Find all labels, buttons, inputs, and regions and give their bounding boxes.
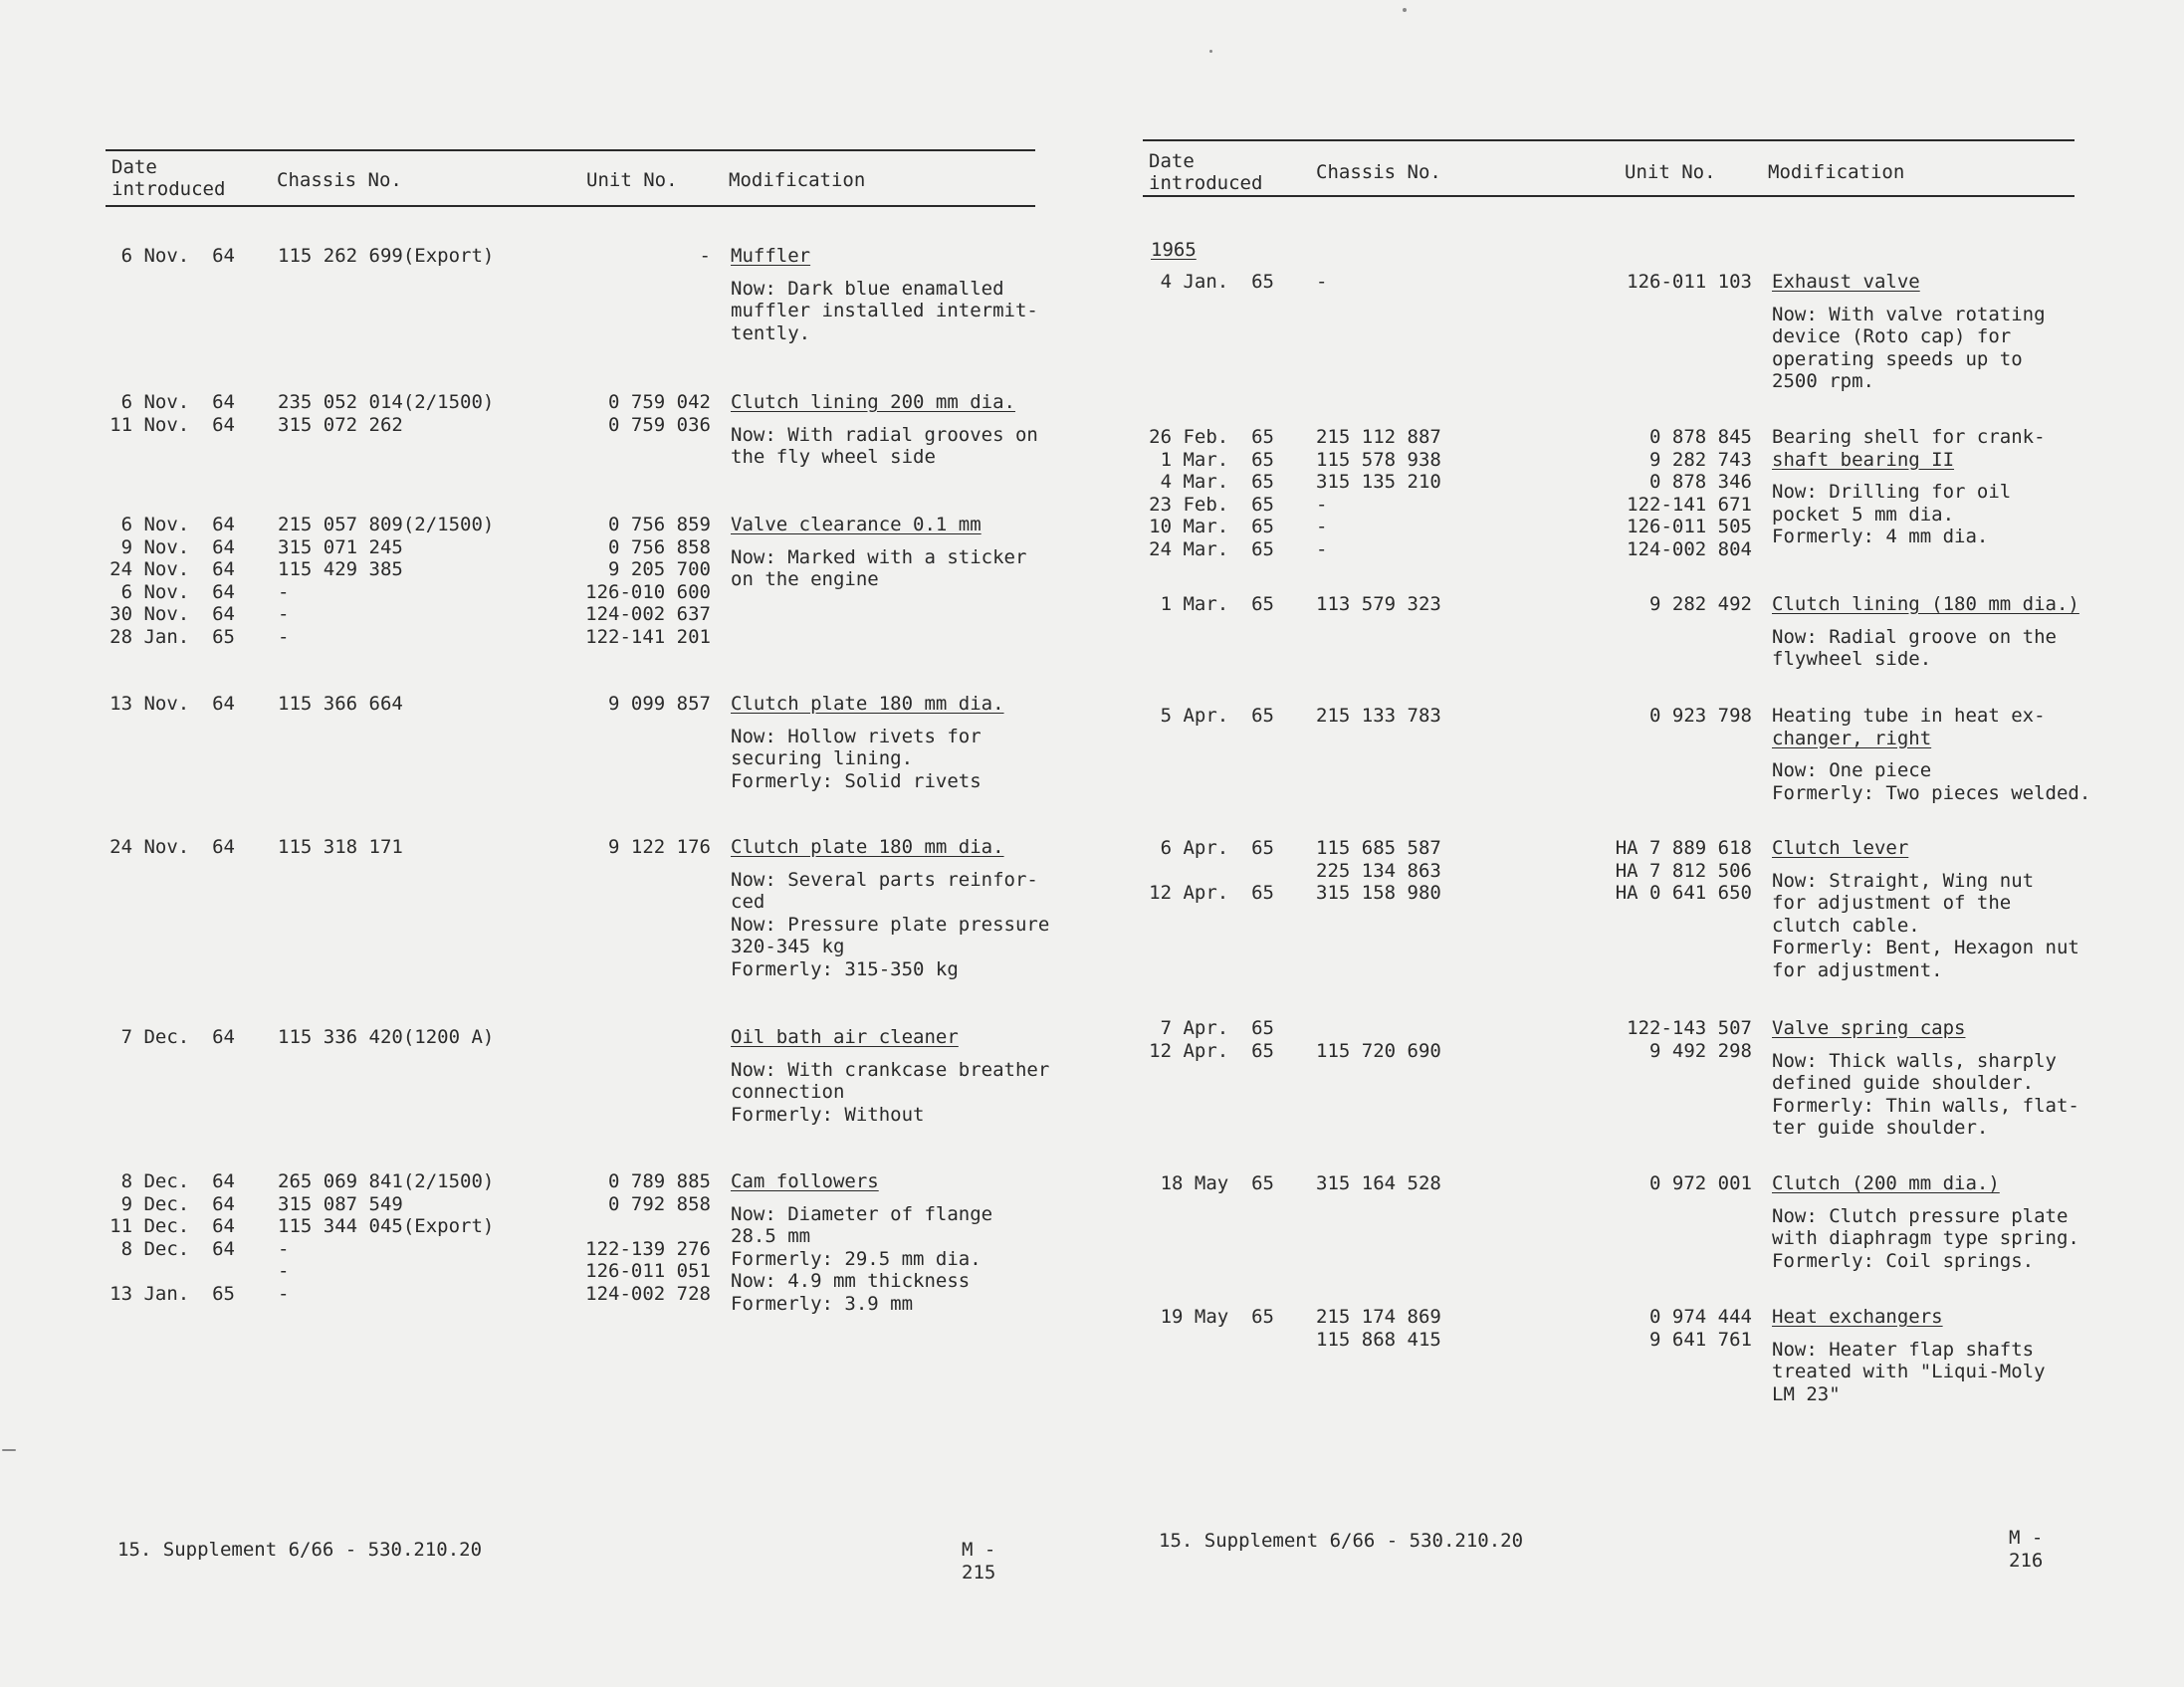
unit-cell-value: 122-143 507 (1627, 1017, 1752, 1039)
modification-title: shaft bearing II (1772, 448, 1955, 471)
unit-cell (1553, 837, 1752, 905)
modification-description: Now: One piece Formerly: Two pieces welded. (1772, 759, 2091, 804)
unit-cell (1553, 593, 1752, 616)
date-cell (1143, 426, 1274, 560)
date-cell (106, 1026, 235, 1049)
chassis-cell-value: 115 336 420(1200 A) (278, 1026, 495, 1048)
date-cell-value: 19 May 65 (1160, 1306, 1274, 1328)
modification-cell (731, 693, 1069, 792)
unit-cell-value: 124-002 637 (585, 603, 711, 625)
unit-cell (1553, 1306, 1752, 1351)
unit-cell-value: 122-141 671 (1627, 493, 1752, 516)
modification-title: Clutch plate 180 mm dia. (731, 836, 1004, 858)
modification-cell (731, 245, 1069, 344)
chassis-cell-value: 235 052 014(2/1500) (278, 391, 495, 413)
unit-cell-value: 126-011 103 (1627, 271, 1752, 293)
header-bottom-rule (1143, 195, 2075, 197)
chassis-cell-value: - (278, 580, 290, 603)
header-date-line2: introduced (1149, 172, 1263, 194)
unit-cell-value: 0 792 858 (608, 1192, 711, 1215)
unit-cell (1553, 426, 1752, 560)
unit-cell-value: HA 0 641 650 (1615, 882, 1752, 904)
chassis-cell-value: 115 318 171 (278, 836, 403, 858)
date-cell-value: 10 Mar. 65 (1149, 516, 1274, 537)
unit-cell (512, 245, 711, 268)
date-cell (1143, 271, 1274, 294)
unit-cell-value: 0 756 859 (608, 514, 711, 535)
chassis-cell-value: 115 720 690 (1316, 1039, 1441, 1062)
modification-cell (731, 836, 1069, 980)
unit-cell-value: HA 7 812 506 (1615, 859, 1752, 882)
date-cell-value: 24 Nov. 64 (109, 558, 235, 580)
chassis-cell-value: 225 134 863 (1316, 859, 1441, 882)
date-cell (1143, 593, 1274, 616)
scan-speck (1403, 8, 1407, 12)
date-cell-value: 6 Nov. 64 (120, 245, 235, 267)
unit-cell-value: 0 759 036 (608, 413, 711, 436)
chassis-cell-value (1316, 1017, 1441, 1040)
date-cell-value: 7 Dec. 64 (120, 1026, 235, 1048)
header-unit: Unit No. (586, 169, 678, 191)
modification-cell (1772, 593, 2110, 671)
modification-title-line: Bearing shell for crank- (1772, 426, 2046, 448)
date-cell-value: 4 Jan. 65 (1160, 271, 1274, 293)
chassis-cell-value: 315 135 210 (1316, 471, 1441, 493)
chassis-cell-value: 215 057 809(2/1500) (278, 514, 495, 535)
date-cell-value: 12 Apr. 65 (1149, 1039, 1274, 1062)
date-cell (1143, 705, 1274, 728)
modification-description: Now: Several parts reinfor- ced Now: Pressure plate pressure 320-345 kg Formerly: 315-350 kg (731, 868, 1050, 980)
date-cell-value: 7 Apr. 65 (1160, 1017, 1274, 1039)
date-cell-value: 6 Nov. 64 (120, 514, 235, 535)
chassis-cell (278, 1170, 494, 1305)
chassis-cell-value: - (1316, 516, 1328, 537)
date-cell-value: 24 Mar. 65 (1149, 537, 1274, 560)
header-unit: Unit No. (1625, 161, 1716, 183)
modification-cell (1772, 837, 2110, 981)
modification-cell (1772, 1017, 2110, 1140)
date-cell (1143, 837, 1274, 905)
unit-cell-value: 9 641 761 (1649, 1328, 1752, 1351)
chassis-cell-value: - (1316, 271, 1328, 293)
unit-cell (512, 1170, 711, 1305)
scan-mark (2, 1449, 16, 1451)
header-date (1149, 150, 1262, 194)
unit-cell-value: 124-002 728 (585, 1282, 711, 1305)
date-cell (106, 693, 235, 716)
chassis-cell-value: 115 578 938 (1316, 448, 1441, 471)
unit-cell-value: 9 492 298 (1649, 1039, 1752, 1062)
modification-title: Heat exchangers (1772, 1306, 1943, 1328)
date-cell (1143, 1017, 1274, 1062)
footer-page-number: M - 215 (962, 1539, 996, 1583)
modification-description: Now: Diameter of flange 28.5 mm Formerly: 29.5 mm dia. Now: 4.9 mm thickness Formerly: 3.9 mm (731, 1202, 993, 1315)
modification-title: Exhaust valve (1772, 271, 1920, 293)
modification-title: Oil bath air cleaner (731, 1026, 959, 1048)
date-cell-value: 6 Nov. 64 (120, 391, 235, 413)
date-cell-value: 13 Nov. 64 (109, 693, 235, 715)
chassis-cell (1316, 837, 1441, 905)
date-cell-value: 11 Dec. 64 (109, 1215, 235, 1237)
unit-cell-value: 126-010 600 (585, 580, 711, 603)
unit-cell (1553, 1172, 1752, 1195)
date-cell-value: 11 Nov. 64 (109, 413, 235, 436)
unit-cell (512, 836, 711, 859)
chassis-cell (278, 391, 494, 436)
unit-cell-value: 9 205 700 (608, 558, 711, 580)
modification-title: Muffler (731, 245, 811, 267)
chassis-cell-value: 113 579 323 (1316, 593, 1441, 615)
modification-description: Now: Thick walls, sharply defined guide shoulder. Formerly: Thin walls, flat- ter guide shoulder. (1772, 1049, 2079, 1139)
chassis-cell (278, 693, 403, 716)
unit-cell-value: 124-002 804 (1627, 537, 1752, 560)
modification-cell (731, 1026, 1069, 1126)
unit-cell (1553, 705, 1752, 728)
date-cell-value: 28 Jan. 65 (109, 625, 235, 648)
modification-description: Now: With crankcase breather connection Formerly: Without (731, 1058, 1050, 1126)
chassis-cell-value: - (278, 1282, 290, 1305)
modification-title-line: Heating tube in heat ex- (1772, 705, 2046, 727)
chassis-cell-value: 215 133 783 (1316, 705, 1441, 727)
date-cell (1143, 1172, 1274, 1195)
chassis-cell (1316, 1172, 1441, 1195)
date-cell-value: 9 Nov. 64 (120, 535, 235, 558)
date-cell (106, 514, 235, 648)
header-date-line1: Date (1149, 150, 1195, 172)
chassis-cell-value: 115 868 415 (1316, 1328, 1441, 1351)
modification-cell (1772, 426, 2110, 548)
modification-title: Clutch (200 mm dia.) (1772, 1172, 2000, 1194)
modification-title: Cam followers (731, 1170, 879, 1192)
chassis-cell (1316, 1017, 1441, 1062)
header-bottom-rule (106, 205, 1035, 207)
chassis-cell-value: 315 164 528 (1316, 1172, 1441, 1194)
modification-title: Valve clearance 0.1 mm (731, 514, 982, 535)
chassis-cell (1316, 426, 1441, 560)
modification-description: Now: Heater flap shafts treated with "Liqui-Moly LM 23" (1772, 1338, 2046, 1405)
unit-cell-value: 0 878 346 (1649, 471, 1752, 493)
chassis-cell (278, 1026, 494, 1049)
date-cell-value: 13 Jan. 65 (109, 1282, 235, 1305)
date-cell-value: 26 Feb. 65 (1149, 426, 1274, 448)
unit-cell-value: 0 878 845 (1649, 426, 1752, 448)
chassis-cell-value: 115 344 045(Export) (278, 1215, 495, 1237)
unit-cell-value: 0 759 042 (608, 391, 711, 413)
unit-cell-value: 122-139 276 (585, 1237, 711, 1260)
unit-cell-value: 122-141 201 (585, 625, 711, 648)
date-cell-value: 8 Dec. 64 (120, 1170, 235, 1192)
chassis-cell-value: - (1316, 493, 1328, 516)
date-cell (106, 245, 235, 268)
chassis-cell-value: 315 072 262 (278, 413, 403, 436)
chassis-cell-value: - (278, 1260, 290, 1282)
unit-cell-value: 0 756 858 (608, 535, 711, 558)
unit-cell (512, 391, 711, 436)
date-cell-value: 4 Mar. 65 (1160, 471, 1274, 493)
modification-cell (1772, 1306, 2110, 1405)
date-cell-value: 8 Dec. 64 (120, 1237, 235, 1260)
footer-supplement: 15. Supplement 6/66 - 530.210.20 (117, 1539, 483, 1561)
chassis-cell (1316, 593, 1441, 616)
modification-cell (731, 514, 1069, 591)
date-cell-value: 12 Apr. 65 (1149, 882, 1274, 904)
header-modification: Modification (729, 169, 866, 191)
unit-cell-value (512, 1215, 711, 1238)
chassis-cell (1316, 705, 1441, 728)
header-chassis: Chassis No. (1316, 161, 1441, 183)
unit-cell-value: 9 282 492 (1649, 593, 1752, 615)
date-cell-value: 1 Mar. 65 (1160, 593, 1274, 615)
modification-title: Valve spring caps (1772, 1017, 1966, 1039)
footer-page-number: M - 216 (2009, 1527, 2044, 1572)
scan-speck (1209, 50, 1212, 53)
modification-description: Now: With valve rotating device (Roto cap) for operating speeds up to 2500 rpm. (1772, 303, 2046, 392)
modification-description: Now: Clutch pressure plate with diaphragm type spring. Formerly: Coil springs. (1772, 1204, 2079, 1272)
chassis-cell-value: - (278, 603, 290, 625)
date-cell-value: 6 Nov. 64 (120, 580, 235, 603)
chassis-cell (278, 836, 403, 859)
chassis-cell-value: 115 366 664 (278, 693, 403, 715)
date-cell-value: 5 Apr. 65 (1160, 705, 1274, 727)
chassis-cell-value: - (1316, 537, 1328, 560)
date-cell (1143, 1306, 1274, 1329)
modification-description: Now: Dark blue enamalled muffler installed intermit- tently. (731, 277, 1038, 344)
modification-description: Now: Straight, Wing nut for adjustment of the clutch cable. Formerly: Bent, Hexagon nut for adjustment. (1772, 869, 2079, 981)
modification-cell (731, 1170, 1069, 1315)
header-date-line2: introduced (111, 178, 226, 200)
header-date-line1: Date (111, 156, 157, 178)
date-cell (106, 1170, 235, 1305)
unit-cell (1553, 271, 1752, 294)
header-chassis: Chassis No. (277, 169, 402, 191)
modification-description: Now: Radial groove on the flywheel side. (1772, 625, 2057, 670)
header-top-rule (106, 149, 1035, 151)
unit-cell-value: 9 282 743 (1649, 448, 1752, 471)
modification-title: Clutch lining (180 mm dia.) (1772, 593, 2079, 615)
modification-title: Clutch lever (1772, 837, 1909, 859)
chassis-cell-value: 115 685 587 (1316, 837, 1441, 859)
date-cell (106, 391, 235, 436)
date-cell-value (106, 1260, 235, 1283)
year-heading: 1965 (1151, 239, 1197, 261)
modification-description: Now: Marked with a sticker on the engine (731, 545, 1027, 590)
modification-cell (731, 391, 1069, 469)
date-cell (106, 836, 235, 859)
modification-title: Clutch plate 180 mm dia. (731, 693, 1004, 715)
modification-description: Now: Drilling for oil pocket 5 mm dia. Formerly: 4 mm dia. (1772, 481, 2012, 547)
unit-cell (512, 693, 711, 716)
date-cell-value: 23 Feb. 65 (1149, 493, 1274, 516)
modification-cell (1772, 1172, 2110, 1272)
date-cell-value: 9 Dec. 64 (120, 1192, 235, 1215)
unit-cell-value: 0 972 001 (1649, 1172, 1752, 1194)
modification-cell (1772, 271, 2110, 393)
modification-title: changer, right (1772, 727, 1932, 749)
unit-cell-value: 0 789 885 (608, 1170, 711, 1192)
chassis-cell-value: 315 071 245 (278, 535, 403, 558)
chassis-cell-value: - (278, 1237, 290, 1260)
unit-cell-value: 0 923 798 (1649, 705, 1752, 727)
date-cell-value: 1 Mar. 65 (1160, 448, 1274, 471)
header-top-rule (1143, 139, 2075, 141)
chassis-cell (1316, 1306, 1441, 1351)
modification-title: Clutch lining 200 mm dia. (731, 391, 1015, 413)
chassis-cell-value: 315 087 549 (278, 1192, 403, 1215)
chassis-cell (278, 245, 494, 268)
unit-cell-value: - (699, 245, 711, 267)
chassis-cell-value: 115 429 385 (278, 558, 403, 580)
unit-cell-value: 0 974 444 (1649, 1306, 1752, 1328)
date-cell-value (1143, 860, 1274, 883)
chassis-cell-value: - (278, 625, 290, 648)
modification-cell (1772, 705, 2110, 804)
chassis-cell-value: 215 112 887 (1316, 426, 1441, 448)
date-cell-value: 18 May 65 (1160, 1172, 1274, 1194)
header-modification: Modification (1768, 161, 1905, 183)
chassis-cell (1316, 271, 1327, 294)
unit-cell-value: 126-011 051 (585, 1260, 711, 1282)
date-cell-value: 6 Apr. 65 (1160, 837, 1274, 859)
unit-cell-value: 126-011 505 (1627, 516, 1752, 537)
unit-cell-value: 9 099 857 (608, 693, 711, 715)
unit-cell (512, 514, 711, 648)
chassis-cell-value: 265 069 841(2/1500) (278, 1170, 495, 1192)
modification-description: Now: Hollow rivets for securing lining. Formerly: Solid rivets (731, 725, 982, 792)
date-cell-value: 30 Nov. 64 (109, 603, 235, 625)
chassis-cell-value: 115 262 699(Export) (278, 245, 495, 267)
date-cell-value: 24 Nov. 64 (109, 836, 235, 858)
footer-supplement: 15. Supplement 6/66 - 530.210.20 (1159, 1530, 1524, 1552)
chassis-cell-value: 315 158 980 (1316, 882, 1441, 904)
chassis-cell-value: 215 174 869 (1316, 1306, 1441, 1328)
unit-cell-value: 9 122 176 (608, 836, 711, 858)
unit-cell (1553, 1017, 1752, 1062)
chassis-cell (278, 514, 494, 648)
unit-cell-value: HA 7 889 618 (1615, 837, 1752, 859)
modification-description: Now: With radial grooves on the fly wheel side (731, 423, 1038, 468)
header-date (111, 156, 225, 200)
